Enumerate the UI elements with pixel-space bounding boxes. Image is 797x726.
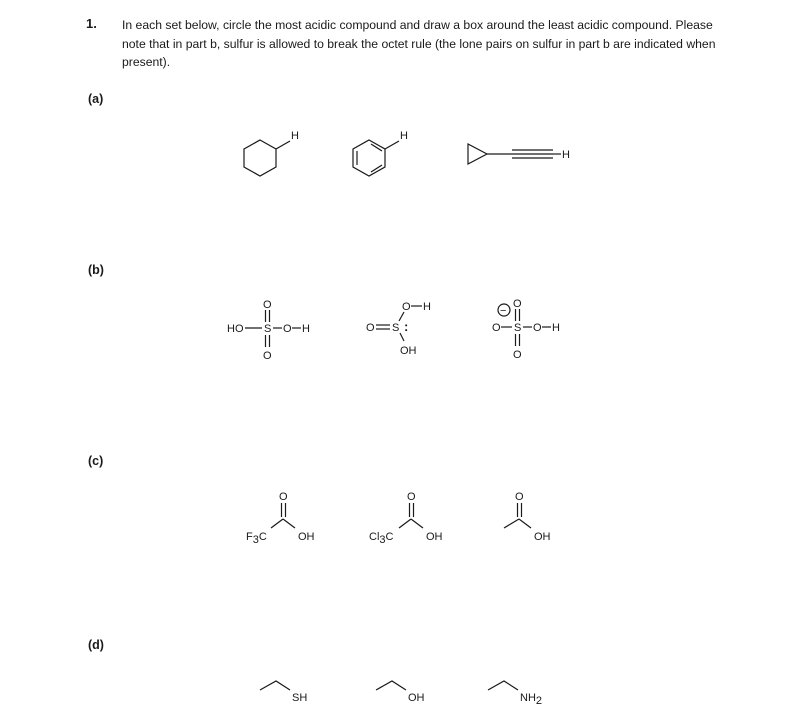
atom-H: H <box>291 130 299 142</box>
atom-S: S <box>514 322 522 334</box>
atom-NH: NH <box>520 692 536 704</box>
sulfurous-acid[interactable] <box>362 296 452 358</box>
atom-OH: OH <box>408 692 425 704</box>
ethanethiol[interactable] <box>256 676 326 706</box>
part-a-label: (a) <box>88 92 104 106</box>
atom-H: H <box>400 130 408 142</box>
atom-O: O <box>402 301 411 313</box>
cyclopropane-ring <box>468 144 487 164</box>
atom-HO: HO <box>227 323 244 335</box>
trifluoroacetic-acid[interactable] <box>244 486 334 548</box>
atom-F: F <box>246 531 253 543</box>
atom-OH: OH <box>400 345 417 357</box>
atom-OH: OH <box>534 531 551 543</box>
cyclohexane-ring <box>244 140 276 176</box>
bond <box>276 141 290 149</box>
svg-text:Cl3C <box>369 531 394 546</box>
atom-H: H <box>423 301 431 313</box>
atom-O: O <box>513 298 522 310</box>
benzene-ring <box>353 140 385 176</box>
carbon-chain <box>376 681 406 690</box>
part-d-label: (d) <box>88 638 104 652</box>
atom-SH: SH <box>292 692 308 704</box>
atom-O: O <box>366 322 375 334</box>
aromatic-bond <box>371 165 382 172</box>
bond <box>385 141 399 149</box>
sulfuric-acid[interactable] <box>225 295 325 367</box>
atom-Cl: Cl <box>369 531 380 543</box>
negative-charge-sign: − <box>500 305 507 317</box>
atom-C: C <box>258 531 267 543</box>
atom-C: C <box>385 531 394 543</box>
atom-O: O <box>533 322 542 334</box>
atom-O: O <box>513 349 522 361</box>
bond <box>504 519 519 528</box>
bond <box>411 519 423 528</box>
ethanol[interactable] <box>372 676 442 706</box>
atom-H: H <box>562 149 570 161</box>
atom-O: O <box>407 491 416 503</box>
lone-pair: : <box>404 319 409 334</box>
subscript-2: 2 <box>535 695 543 707</box>
aromatic-bond <box>371 144 382 151</box>
atom-S: S <box>392 322 400 334</box>
cyclohexane-carbaldehyde[interactable] <box>236 124 306 186</box>
part-c-label: (c) <box>88 454 104 468</box>
atom-O: O <box>283 323 292 335</box>
svg-text:NH2 <box>520 692 542 707</box>
atom-O: O <box>492 322 501 334</box>
svg-text:F3C <box>246 531 267 546</box>
atom-O: O <box>279 491 288 503</box>
benzaldehyde[interactable] <box>345 124 415 186</box>
carbon-chain <box>488 681 518 690</box>
trichloroacetic-acid[interactable] <box>369 486 469 548</box>
question-text: In each set below, circle the most acidic compound and draw a box around the least acidic compound. Please note that in part b, sulfur is allowed to break the octet rule (the lone pairs on sulfur in part b are indicated when present). <box>122 18 716 69</box>
subscript-3: 3 <box>252 534 259 546</box>
bond <box>519 519 531 528</box>
acetic-acid[interactable] <box>496 486 576 548</box>
question-number: 1. <box>86 16 97 31</box>
ethylamine[interactable] <box>484 676 564 710</box>
atom-H: H <box>302 323 310 335</box>
cyclopropylacetylene[interactable] <box>460 138 580 172</box>
subscript-3: 3 <box>379 534 386 546</box>
carbon-chain <box>260 681 290 690</box>
bisulfate-anion[interactable] <box>487 290 587 366</box>
bond <box>283 519 295 528</box>
atom-OH: OH <box>298 531 315 543</box>
atom-S: S <box>264 323 272 335</box>
atom-O: O <box>263 299 272 311</box>
bond <box>400 333 404 341</box>
atom-H: H <box>552 322 560 334</box>
atom-OH: OH <box>426 531 443 543</box>
bond <box>399 519 411 528</box>
part-b-label: (b) <box>88 263 104 277</box>
atom-O: O <box>263 350 272 362</box>
atom-O: O <box>515 491 524 503</box>
bond <box>271 519 283 528</box>
